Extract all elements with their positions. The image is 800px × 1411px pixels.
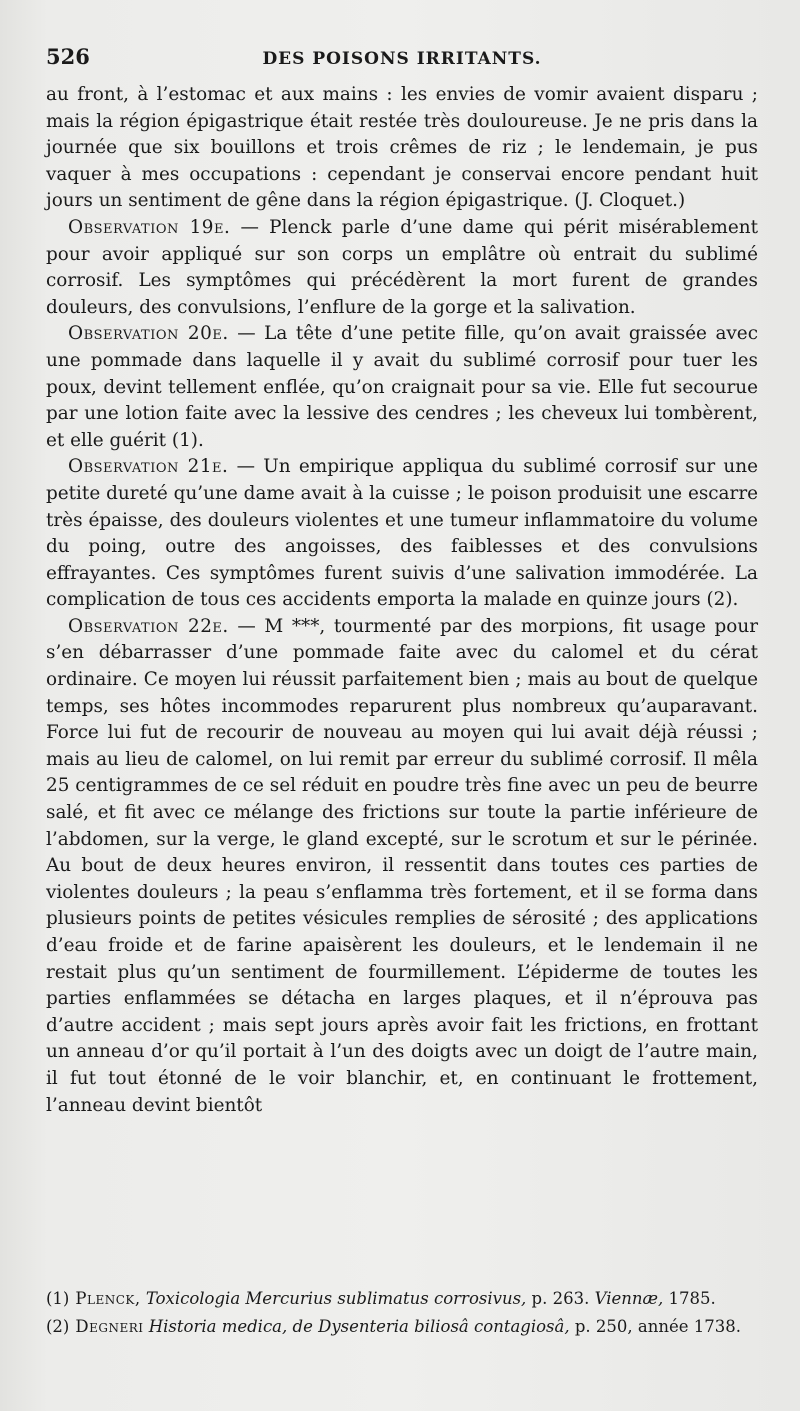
observation-label: Observation 19e. [68, 216, 231, 238]
observation-22 [46, 614, 758, 1119]
footnote-detail: p. 250, année 1738. [569, 1317, 741, 1336]
observation-label: Observation 22e. [68, 615, 229, 637]
paragraph-text: au front, à l’estomac et aux mains : les envies de vomir avaient disparu ; mais la région épigastrique était restée très douloureuse. Je ne pris dans la journée que six bouillons et trois crêmes de riz ; le lendemain, je pus vaquer à mes occupations : cependant je conservai encore pendant huit jours un sentiment de gêne dans la région épigastrique. (J. Cloquet.) [46, 84, 758, 212]
paragraph-text: — Plenck parle d’une dame qui périt misérablement pour avoir appliqué sur son corps un emplâtre où entrait du sublimé corrosif. Les symptômes qui précédèrent la mort furent de grandes douleurs, des convulsions, l’enflure de la gorge et la salivation. [46, 216, 758, 318]
footnote-number: (2) [46, 1317, 70, 1336]
footnote-place: Viennæ, [594, 1289, 664, 1308]
footnote-author: Plenck, [75, 1289, 141, 1308]
observation-19 [46, 215, 758, 321]
page-header [46, 44, 758, 82]
observation-label: Observation 20e. [68, 323, 229, 345]
footnote-number: (1) [46, 1289, 70, 1308]
paragraph-continuation [46, 82, 758, 215]
footnote-title: Historia medica, de Dysenteria biliosâ contagiosâ, [148, 1317, 570, 1336]
footnote-2 [46, 1315, 758, 1338]
footnote-detail: p. 263. [526, 1289, 595, 1308]
paragraph-text: — La tête d’une petite fille, qu’on avait graissée avec une pommade dans laquelle il y avait du sublimé corrosif pour tuer les poux, devint tellement enflée, qu’on craignait pour sa vie. Elle fut secourue par une lotion faite avec la lessive des cendres ; les cheveux lui tombèrent, et elle guérit (1). [46, 323, 758, 451]
observation-21 [46, 454, 758, 614]
footnote-year: 1785. [663, 1289, 716, 1308]
paragraph-text: — M ***, tourmenté par des morpions, fit usage pour s’en débarrasser d’une pommade faite avec du calomel et du cérat ordinaire. Ce moyen lui réussit parfaitement bien ; mais au bout de quelque temps, ses hôtes incommodes reparurent plus nombreux qu’auparavant. Force lui fut de recourir de nouveau au moyen qui lui avait déjà réussi ; mais au lieu de calomel, on lui remit par erreur du sublimé corrosif. Il mêla 25 centigrammes de ce sel réduit en poudre très fine avec un peu de beurre salé, et fit avec ce mélange des frictions sur toute la partie inférieure de l’abdomen, sur la verge, le gland excepté, sur le scrotum et sur le périnée. Au bout de deux heures environ, il ressentit dans toutes ces parties de violentes douleurs ; la peau s’enflamma très fortement, et il se forma dans plusieurs points de petites vésicules remplies de sérosité ; des applications d’eau froide et de farine apaisèrent les douleurs, et le lendemain il ne restait plus qu’un sentiment de fourmillement. L’épiderme de toutes les parties enflammées se détacha en larges plaques, et il n’éprouva pas d’autre accident ; mais sept jours après avoir fait les frictions, en frottant un anneau d’or qu’il portait à l’un des doigts avec un doigt de l’autre main, il fut tout étonné de le voir blanchir, et, en continuant le frottement, l’anneau devint bientôt [46, 615, 758, 1116]
running-head: DES POISONS IRRITANTS. [262, 49, 542, 69]
footnotes [46, 1287, 758, 1343]
page-number: 526 [46, 44, 90, 69]
footnote-1 [46, 1287, 758, 1310]
body-text [46, 82, 758, 1119]
footnote-author: Degneri [75, 1317, 144, 1336]
paragraph-text: — Un empirique appliqua du sublimé corrosif sur une petite dureté qu’une dame avait à la cuisse ; le poison produisit une escarre très épaisse, des douleurs violentes et une tumeur inflammatoire du volume du poing, outre des angoisses, des faiblesses et des convulsions effrayantes. Ces symptômes furent suivis d’une salivation immodérée. La complication de tous ces accidents emporta la malade en quinze jours (2). [46, 456, 758, 611]
observation-label: Observation 21e. [68, 456, 229, 478]
footnote-title: Toxicologia Mercurius sublimatus corrosivus, [145, 1289, 527, 1308]
observation-20 [46, 321, 758, 454]
